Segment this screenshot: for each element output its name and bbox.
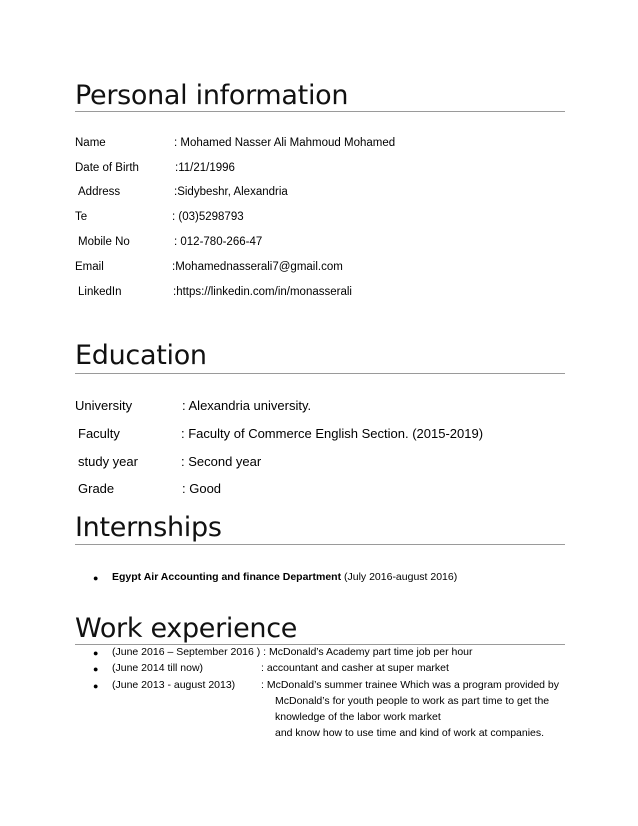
bullet-icon: ●	[93, 664, 99, 674]
work-item-3-continuation: knowledge of the labor work market	[275, 711, 441, 723]
grade-value: : Good	[182, 481, 222, 496]
work-item-3-desc: : McDonald’s summer trainee Which was a program provided by	[261, 679, 560, 691]
address-value: :Sidybeshr, Alexandria	[174, 186, 288, 198]
section-divider	[75, 544, 565, 545]
internship-item	[112, 571, 457, 583]
internship-org: Egypt Air Accounting and finance Department	[112, 571, 342, 583]
mobile-label: Mobile No	[78, 236, 130, 248]
mobile-value: : 012-780-266-47	[174, 236, 263, 248]
work-item-3-continuation: McDonald’s for youth people to work as part time to get the	[275, 695, 550, 707]
work-item-2-desc: : accountant and casher at super market	[261, 662, 449, 674]
study-year-value: : Second year	[181, 454, 262, 469]
section-divider	[75, 644, 565, 645]
work-item-3-period: (June 2013 - august 2013)	[112, 679, 236, 691]
linkedin-value: :https://linkedin.com/in/monasserali	[173, 286, 352, 298]
dob-value: :11/21/1996	[175, 162, 235, 174]
bullet-icon: ●	[93, 681, 99, 691]
section-divider	[75, 111, 565, 112]
university-value: : Alexandria university.	[182, 398, 312, 413]
bullet-icon: ●	[93, 648, 99, 658]
address-label: Address	[78, 186, 121, 198]
personal-information-heading: Personal information	[75, 80, 349, 111]
tel-label: Te	[75, 211, 88, 223]
education-heading: Education	[75, 340, 207, 371]
work-item-3-continuation: and know how to use time and kind of work at companies.	[275, 727, 545, 739]
work-item-2-period: (June 2014 till now)	[112, 662, 204, 674]
study-year-label: study year	[78, 454, 138, 469]
internship-period: (July 2016-august 2016)	[341, 571, 458, 583]
name-value: : Mohamed Nasser Ali Mahmoud Mohamed	[174, 137, 396, 149]
faculty-label: Faculty	[78, 426, 120, 441]
work-item-1: (June 2016 – September 2016 ) : McDonald’s Academy part time job per hour	[112, 646, 473, 658]
email-value: :Mohamednasserali7@gmail.com	[172, 261, 343, 273]
name-label: Name	[75, 137, 106, 149]
email-label: Email	[75, 261, 104, 273]
faculty-value: : Faculty of Commerce English Section. (2015-2019)	[181, 426, 484, 441]
grade-label: Grade	[78, 481, 115, 496]
work-experience-heading: Work experience	[75, 613, 298, 644]
tel-value: : (03)5298793	[172, 211, 244, 223]
section-divider	[75, 373, 565, 374]
bullet-icon: ●	[93, 573, 99, 583]
internships-heading: Internships	[75, 512, 222, 543]
dob-label: Date of Birth	[75, 162, 139, 174]
linkedin-label: LinkedIn	[78, 286, 122, 298]
university-label: University	[75, 398, 133, 413]
